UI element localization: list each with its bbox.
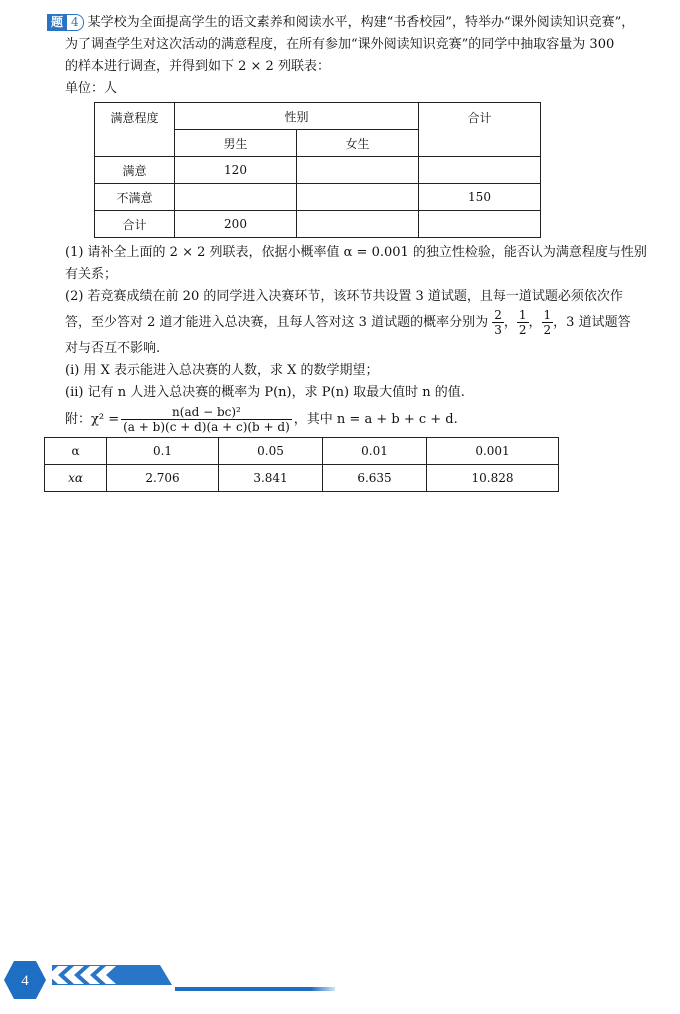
alpha-label: α (45, 438, 107, 465)
cell-male: 120 (175, 157, 297, 184)
footer-decoration-icon (0, 955, 680, 1005)
header-female: 女生 (297, 130, 419, 157)
row-label: 不满意 (95, 184, 175, 211)
unit-label: 单位：人 (65, 81, 118, 96)
question-2-line2-tail: ，3 道试题答 (553, 315, 631, 330)
table-row (95, 211, 541, 238)
question-1-line2: 有关系； (65, 267, 118, 282)
cell-total: 150 (419, 184, 541, 211)
cell-total (419, 211, 541, 238)
header-satisfaction: 满意程度 (95, 103, 175, 157)
row-label: 满意 (95, 157, 175, 184)
alpha-value: 0.001 (427, 438, 559, 465)
header-gender: 性别 (175, 103, 419, 130)
question-2-line2-text: 答，至少答对 2 道才能进入总决赛，且每人答对这 3 道试题的概率分别为 (65, 315, 489, 330)
alpha-value: 0.05 (219, 438, 323, 465)
fraction-one-half-b: $\frac{1}{2}$ (543, 308, 552, 337)
sub-question-i: (i) 用 X 表示能进入总决赛的人数，求 X 的数学期望； (65, 363, 379, 378)
formula-suffix: ，其中 n = a + b + c + d. (293, 411, 458, 427)
x-alpha-value: 6.635 (323, 465, 427, 492)
table-row (45, 438, 559, 465)
chi-square-formula (47, 406, 657, 433)
formula-prefix: 附：χ² = (65, 411, 120, 427)
table-row (95, 157, 541, 184)
formula-numerator: n(ad − bc)² (172, 405, 241, 419)
x-alpha-value: 3.841 (219, 465, 323, 492)
cell-female (297, 157, 419, 184)
page-number: 4 (21, 973, 29, 989)
intro-text-line2: 为了调查学生对这次活动的满意程度，在所有参加“课外阅读知识竞赛”的同学中抽取容量为 300 (65, 37, 615, 52)
critical-value-table (44, 437, 559, 492)
fraction-one-half-a: $\frac{1}{2}$ (518, 308, 527, 337)
row-label: 合计 (95, 211, 175, 238)
formula-denominator: (a + b)(c + d)(a + c)(b + d) (123, 420, 290, 434)
question-2-line1: (2) 若竞赛成绩在前 20 的同学进入决赛环节，该环节共设置 3 道试题，且每一道试题必须依次作 (65, 289, 623, 304)
alpha-value: 0.1 (107, 438, 219, 465)
cell-male: 200 (175, 211, 297, 238)
formula-fraction (121, 406, 292, 433)
question-2-line3: 对与否互不影响. (65, 341, 161, 356)
x-alpha-label: xα (45, 465, 107, 492)
intro-paragraph-line1 (47, 12, 657, 34)
cell-total (419, 157, 541, 184)
question-2-line2: 答，至少答对 2 道才能进入总决赛，且每人答对这 3 道试题的概率分别为 $\frac{2}{3}$ ， $\frac{1}{2}$ ， $\frac{1}{2}$ ，3 道试题答 (65, 308, 631, 337)
problem-badge-label: 题 (47, 14, 67, 31)
contingency-table (94, 102, 541, 238)
question-1-line1: (1) 请补全上面的 2 × 2 列联表，依据小概率值 α = 0.001 的独立性检验，能否认为满意程度与性别 (65, 245, 647, 260)
cell-male (175, 184, 297, 211)
cell-female (297, 211, 419, 238)
sub-question-ii: (ii) 记有 n 人进入总决赛的概率为 P(n)，求 P(n) 取最大值时 n 的值. (65, 385, 465, 400)
table-row (45, 465, 559, 492)
problem-badge-number: 4 (66, 14, 84, 31)
header-male: 男生 (175, 130, 297, 157)
header-total: 合计 (419, 103, 541, 157)
page-footer (0, 955, 680, 1005)
problem-content (47, 12, 657, 492)
fraction-two-thirds: $\frac{2}{3}$ (494, 308, 502, 337)
intro-text-line3: 的样本进行调查，并得到如下 2 × 2 列联表： (65, 59, 330, 74)
alpha-value: 0.01 (323, 438, 427, 465)
cell-female (297, 184, 419, 211)
intro-text-line1: 某学校为全面提高学生的语文素养和阅读水平，构建“书香校园”，特举办“课外阅读知识竞赛”， (87, 15, 635, 30)
x-alpha-value: 10.828 (427, 465, 559, 492)
table-row (95, 184, 541, 211)
footer-line-icon (175, 987, 335, 991)
x-alpha-value: 2.706 (107, 465, 219, 492)
